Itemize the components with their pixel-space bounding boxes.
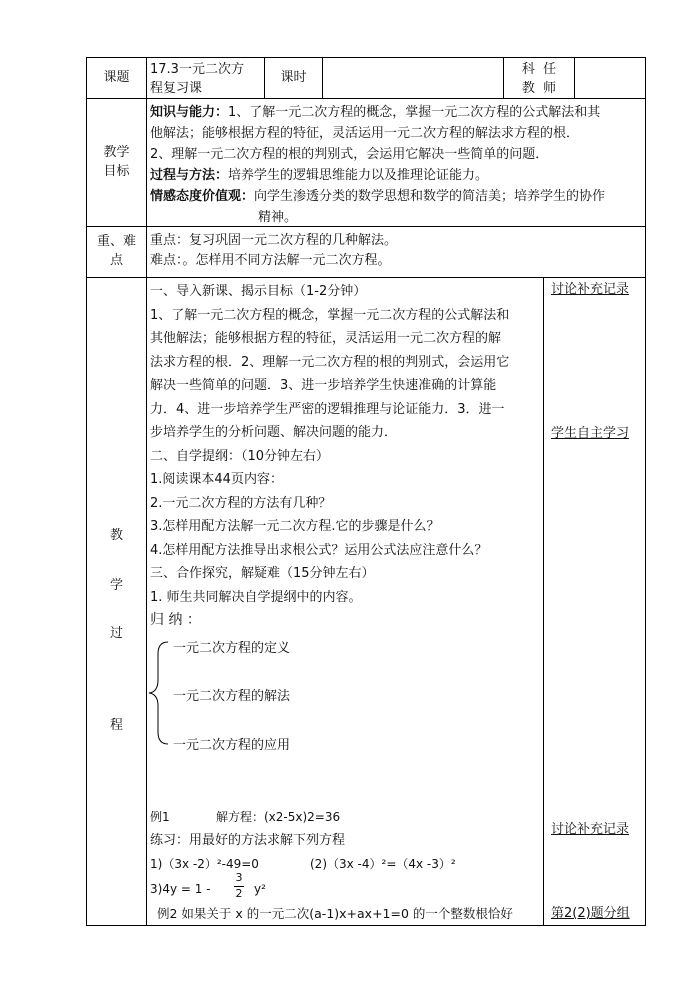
table-border-right [645,57,646,926]
example2-text: 例2 如果关于 x 的一元二次(a-1)x+ax+1=0 的一个整数根恰好 [157,906,513,921]
label-teacher: 科 任 教 师 [521,62,557,96]
equation-3-left: 3)4y = 1 - [150,882,211,896]
example1-label: 例1 [150,810,170,824]
fraction-numerator: 3 [235,871,243,884]
label-objectives: 教学 目标 [103,145,130,179]
note-group: 第2(2)题分组 [551,906,630,921]
note-discussion-2: 讨论补充记录 [551,822,630,837]
summary-item-solution: 一元二次方程的解法 [173,689,291,704]
row1-divider-d [574,57,575,99]
equation-1: 1)（3x -2）²-49=0 [150,857,259,871]
label-topic: 课题 [103,70,130,85]
table-border-bottom [86,925,646,926]
process-title: 过程与方法： [150,168,229,183]
table-border-left [86,57,87,926]
label-process-4: 程 [109,718,123,733]
summary-brace-icon [146,640,172,746]
label-process-1: 教 [109,528,123,543]
label-column-divider [146,57,147,926]
label-process-2: 学 [109,578,123,593]
table-border-top [86,57,646,58]
key-points-content: 重点：复习巩固一元二次方程的几种解法。 难点：。怎样用不同方法解一元二次方程。 [150,233,398,268]
row-divider-3 [86,277,646,278]
label-hours: 课时 [280,70,307,85]
equation-2: (2)（3x -4）²=（4x -3）² [310,857,456,871]
row1-divider-b [322,57,323,99]
objectives-content: 知识与能力：1、了解一元二次方程的概念，掌握一元二次方程的公式解法和其 他解法；能够根据方程的特征，灵活运用一元二次方程的解法求方程的根． 2、理解一元二次方程的根的判别式，会运用它解决一些简单的问题． 过程与方法：培养学生的逻辑思维能力以及推理论证能力。 情感态度价值观：向学生渗透分类的数学思想和数学的简洁美；培养学生的协作 精神。 [150,105,606,225]
emotion-title: 情感态度价值观： [150,189,255,204]
process-content: 一、导入新课、揭示目标（1-2分钟） 1、了解一元二次方程的概念，掌握一元二次方程的公式解法和 其他解法；能够根据方程的特征，灵活运用一元二次方程的解 法求方程的根．2、理解一元二次方程的根的判别式，会运用它 解决一些简单的问题．3、进一步培养学生快速准确的计算能 力．4、进一步培养学生严密的逻辑推理与论证能力．3．进一 步培养学生的分析问题、解决问题的能力． 二、自学提纲：（10分钟左右） 1.阅读课本44页内容： 2.一元二次方程的方法有几种？ 3.怎样用配方法解一元二次方程.它的步骤是什么？ 4.怎样用配方法推导出求根公式？运用公式法应注意什么？ 三、合作探究，解疑难（15分钟左右） 1. 师生共同解决自学提纲中的内容。 归 纳 ： [150,284,510,628]
fraction-denominator: 2 [235,887,243,900]
summary-item-definition: 一元二次方程的定义 [173,641,291,656]
label-key-points: 重、难 点 [96,234,136,268]
knowledge-title: 知识与能力： [150,105,229,120]
label-process-3: 过 [109,626,123,641]
example1-text: 解方程：(x2-5x)2=36 [216,810,341,824]
note-discussion-1: 讨论补充记录 [551,282,630,297]
summary-item-application: 一元二次方程的应用 [173,738,291,753]
notes-column-divider [543,277,544,926]
topic-value: 17.3一元二次方 程复习课 [150,62,244,96]
note-self-study: 学生自主学习 [551,426,630,441]
row-divider-1 [86,98,646,99]
practice-title: 练习：用最好的方法求解下列方程 [150,833,346,848]
equation-3-right: y² [254,882,266,896]
